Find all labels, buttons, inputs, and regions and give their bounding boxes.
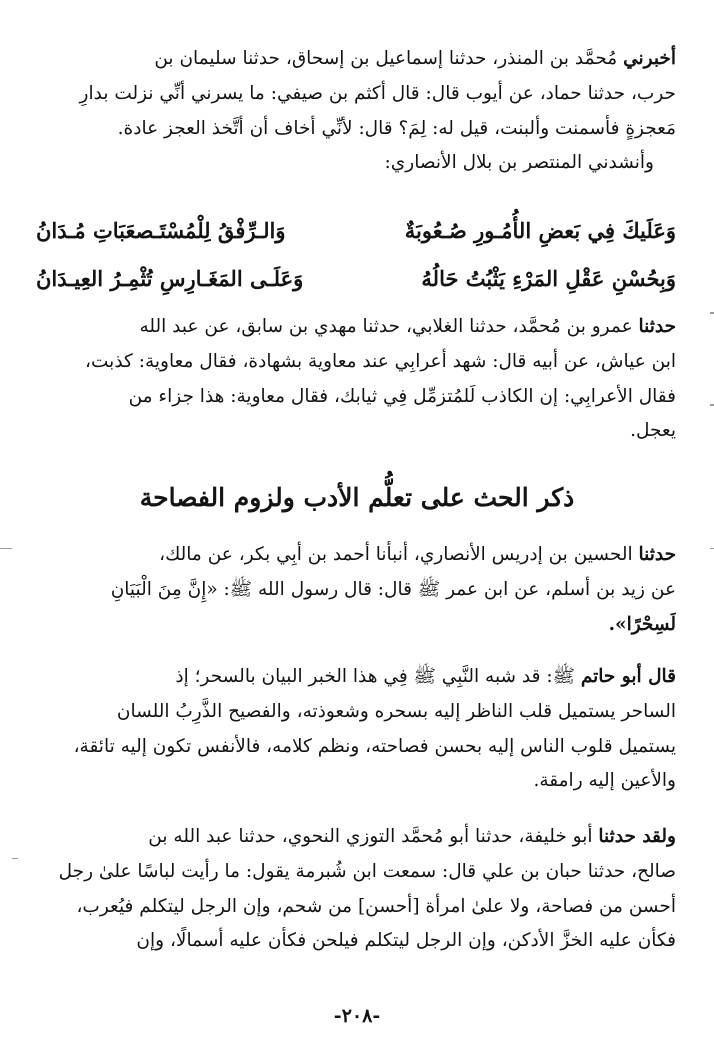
text-line bbox=[36, 42, 676, 77]
verse-first-hemistich: وَعَلَيكَ فِي بَعضِ الأُمُـورِ صُـعُوبَةٌ bbox=[404, 217, 676, 243]
text-line bbox=[36, 660, 676, 695]
scan-edge-mark bbox=[710, 548, 714, 549]
text-line: ابن عياش، عن أبيه قال: شهد أعرابِي عند معاوية بشهادة، فقال معاوية: كذبت، bbox=[85, 350, 676, 372]
text-line: صالح، حدثنا حبان بن علي قال: سمعت ابن شُبرمة يقول: ما رأيت لباسًا علىٰ رجل bbox=[58, 860, 676, 882]
text-line: يستميل قلوب الناس إليه بحسن فصاحته، ونظم كلامه، فالأنفس تكون إليه تائقة، bbox=[73, 735, 676, 757]
scan-edge-mark bbox=[0, 548, 12, 549]
text-line: لَسِحْرًا». bbox=[608, 613, 676, 635]
text-line: مَعجزةٍ فأسمنت وألبنت، قيل له: لِمَ؟ قال: لأنِّي أخاف أن أتَّخذ العجز عادة. bbox=[117, 117, 676, 139]
paragraph-husain bbox=[36, 538, 676, 642]
paragraph-abu-khalifa bbox=[36, 820, 676, 959]
line-text: ﷺ: قد شبه النَّبِي ﷺ فِي هذا الخبر البيان بالسحر؛ إذ bbox=[175, 666, 581, 687]
narration-lead: قال أبو حاتم bbox=[580, 666, 676, 687]
narration-lead: حدثنا bbox=[638, 544, 676, 565]
text-line bbox=[36, 820, 676, 855]
paragraph-akhbarani bbox=[36, 42, 676, 181]
scan-edge-mark bbox=[710, 312, 714, 314]
verse-second-hemistich: وَالـرِّفْقُ لِلْمُسْتَـصعَبَاتِ مُـدَانُ bbox=[36, 217, 286, 243]
line-text: أبو خليفة، حدثنا أبو مُحمَّد التوزي النحوي، حدثنا عبد الله بن bbox=[148, 826, 599, 847]
text-line: والأعين إليه رامقة. bbox=[533, 770, 676, 792]
narration-lead: حدثنا bbox=[638, 316, 676, 337]
page-number: -٢٠٨- bbox=[333, 1005, 381, 1027]
text-line: وأنشدني المنتصر بن بلال الأنصاري: bbox=[384, 152, 654, 174]
text-line: أحسن من فصاحة، ولا علىٰ امرأة [أحسن] من شحم، وإن الرجل ليتكلم فيُعرب، bbox=[76, 895, 676, 917]
verse-line bbox=[36, 258, 676, 298]
verse-second-hemistich: وَعَلَـى المَغَـارِسِ تُثْمِـرُ العِيـدَانُ bbox=[36, 265, 304, 291]
paragraph-amr bbox=[36, 310, 676, 449]
text-line: يعجل. bbox=[630, 420, 676, 442]
verse-first-hemistich: وَبِحُسْنِ عَقْلِ المَرْءِ يَثْبُتُ حَالُهُ bbox=[421, 265, 676, 291]
text-line: فقال الأعرابِي: إن الكاذب لَلمُتزمِّل فِي ثيابك، فقال معاوية: هذا جزاء من bbox=[128, 385, 676, 407]
line-text: عمرو بن مُحمَّد، حدثنا الغلابي، حدثنا مهدي بن سابق، عن عبد الله bbox=[139, 316, 639, 337]
text-line bbox=[36, 310, 676, 345]
text-line: فكأن عليه الخزَّ الأدكن، وإن الرجل ليتكلم فيلحن فكأن عليه أسمالًا، وإن bbox=[136, 930, 676, 952]
scan-edge-mark bbox=[12, 858, 18, 859]
scan-edge-mark bbox=[710, 404, 714, 406]
line-text: الحسين بن إدريس الأنصاري، أنبأنا أحمد بن أبِي بكر، عن مالك، bbox=[159, 544, 639, 565]
text-line: عن زيد بن أسلم، عن ابن عمر ﷺ قال: قال رسول الله ﷺ: «إِنَّ مِنَ الْبَيَانِ bbox=[110, 578, 676, 600]
narration-lead: أخبرني bbox=[623, 48, 676, 69]
text-line: حرب، حدثنا حماد، عن أيوب قال: قال أكثم بن صيفي: ما يسرني أنِّي نزلت بدارِ bbox=[79, 82, 676, 104]
section-heading: ذكر الحث على تعلُّم الأدب ولزوم الفصاحة bbox=[139, 483, 575, 512]
text-line: الساحر يستميل قلب الناظر إليه بسحره وشعوذته، والفصيح الذَّرِبُ اللسان bbox=[116, 700, 676, 722]
narration-lead: ولقد حدثنا bbox=[598, 826, 676, 847]
paragraph-abu-hatim bbox=[36, 660, 676, 799]
line-text: مُحمَّد بن المنذر، حدثنا إسماعيل بن إسحاق، حدثنا سليمان بن bbox=[154, 48, 624, 69]
text-line bbox=[36, 538, 676, 573]
verse-line bbox=[36, 210, 676, 250]
